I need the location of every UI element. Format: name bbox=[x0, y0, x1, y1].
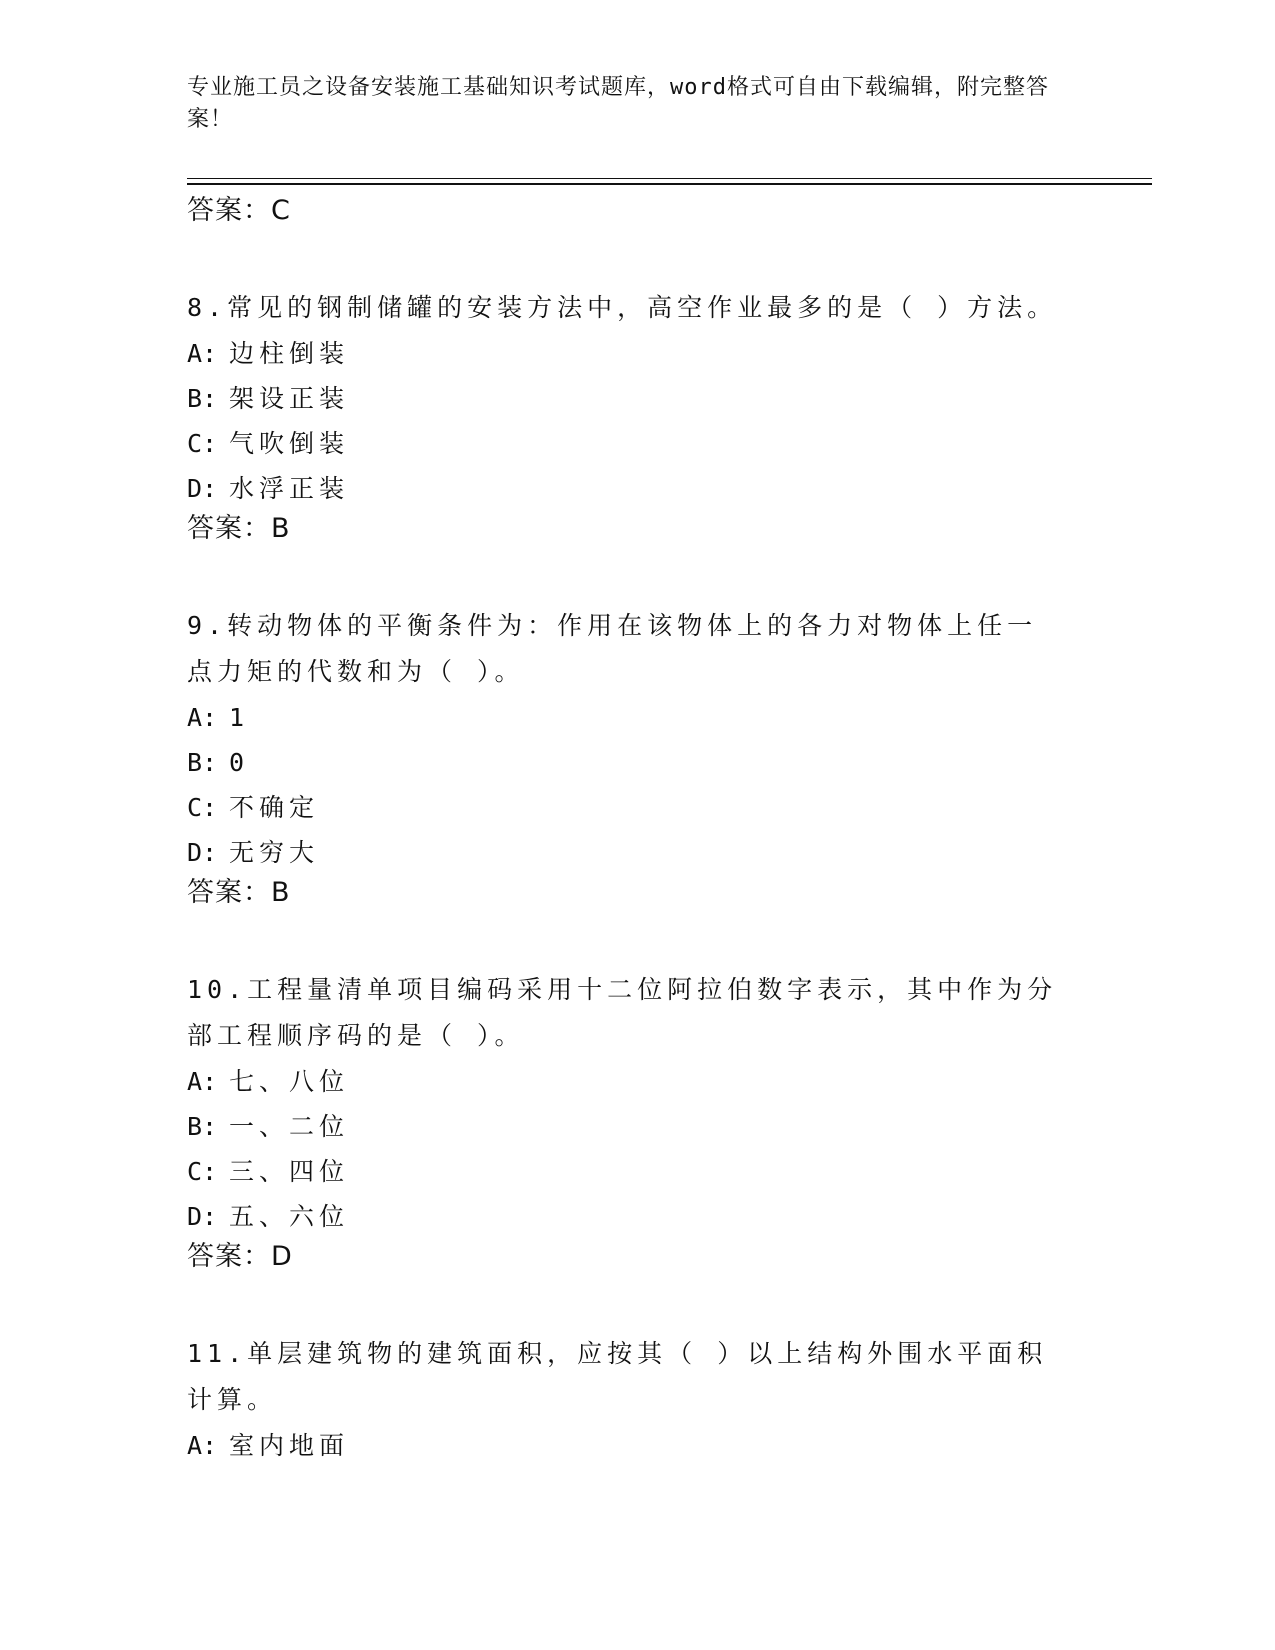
answer-8: 答案：B bbox=[187, 513, 291, 544]
option-a: A: 室内地面 bbox=[187, 1431, 350, 1460]
option-c: C: 三、四位 bbox=[187, 1157, 350, 1186]
question-text-8: 8.常见的钢制储罐的安装方法中，高空作业最多的是（ ）方法。 bbox=[187, 293, 1058, 322]
option-c: C: 不确定 bbox=[187, 793, 320, 822]
question-text-9: 9.转动物体的平衡条件为：作用在该物体上的各力对物体上任一点力矩的代数和为（ ）。 bbox=[187, 611, 1038, 686]
option-b: B: 一、二位 bbox=[187, 1112, 350, 1141]
option-d: D: 水浮正装 bbox=[187, 474, 350, 503]
question-block-11 bbox=[187, 1331, 1087, 1468]
question-block-10 bbox=[187, 967, 1087, 1275]
document-header: 专业施工员之设备安装施工基础知识考试题库，word格式可自由下载编辑，附完整答案！ bbox=[187, 75, 1049, 132]
question-text-11: 11.单层建筑物的建筑面积，应按其（ ）以上结构外围水平面积计算。 bbox=[187, 1339, 1048, 1414]
question-list bbox=[187, 193, 1087, 1468]
answer-10: 答案：D bbox=[187, 1241, 293, 1272]
header-divider-thin bbox=[187, 178, 1152, 179]
question-text-10: 10.工程量清单项目编码采用十二位阿拉伯数字表示，其中作为分部工程顺序码的是（ ）。 bbox=[187, 975, 1058, 1050]
option-a: A: 边柱倒装 bbox=[187, 339, 350, 368]
option-c: C: 气吹倒装 bbox=[187, 429, 350, 458]
option-b: B: 架设正装 bbox=[187, 384, 350, 413]
header-divider-thick bbox=[187, 183, 1152, 185]
answer-9: 答案：B bbox=[187, 877, 291, 908]
question-block-9 bbox=[187, 603, 1087, 911]
question-block-8 bbox=[187, 285, 1087, 547]
option-a: A: 七、八位 bbox=[187, 1067, 350, 1096]
option-b: B: 0 bbox=[187, 748, 250, 777]
option-d: D: 五、六位 bbox=[187, 1202, 350, 1231]
answer-7: 答案：C bbox=[187, 195, 291, 226]
option-a: A: 1 bbox=[187, 703, 250, 732]
option-d: D: 无穷大 bbox=[187, 838, 320, 867]
